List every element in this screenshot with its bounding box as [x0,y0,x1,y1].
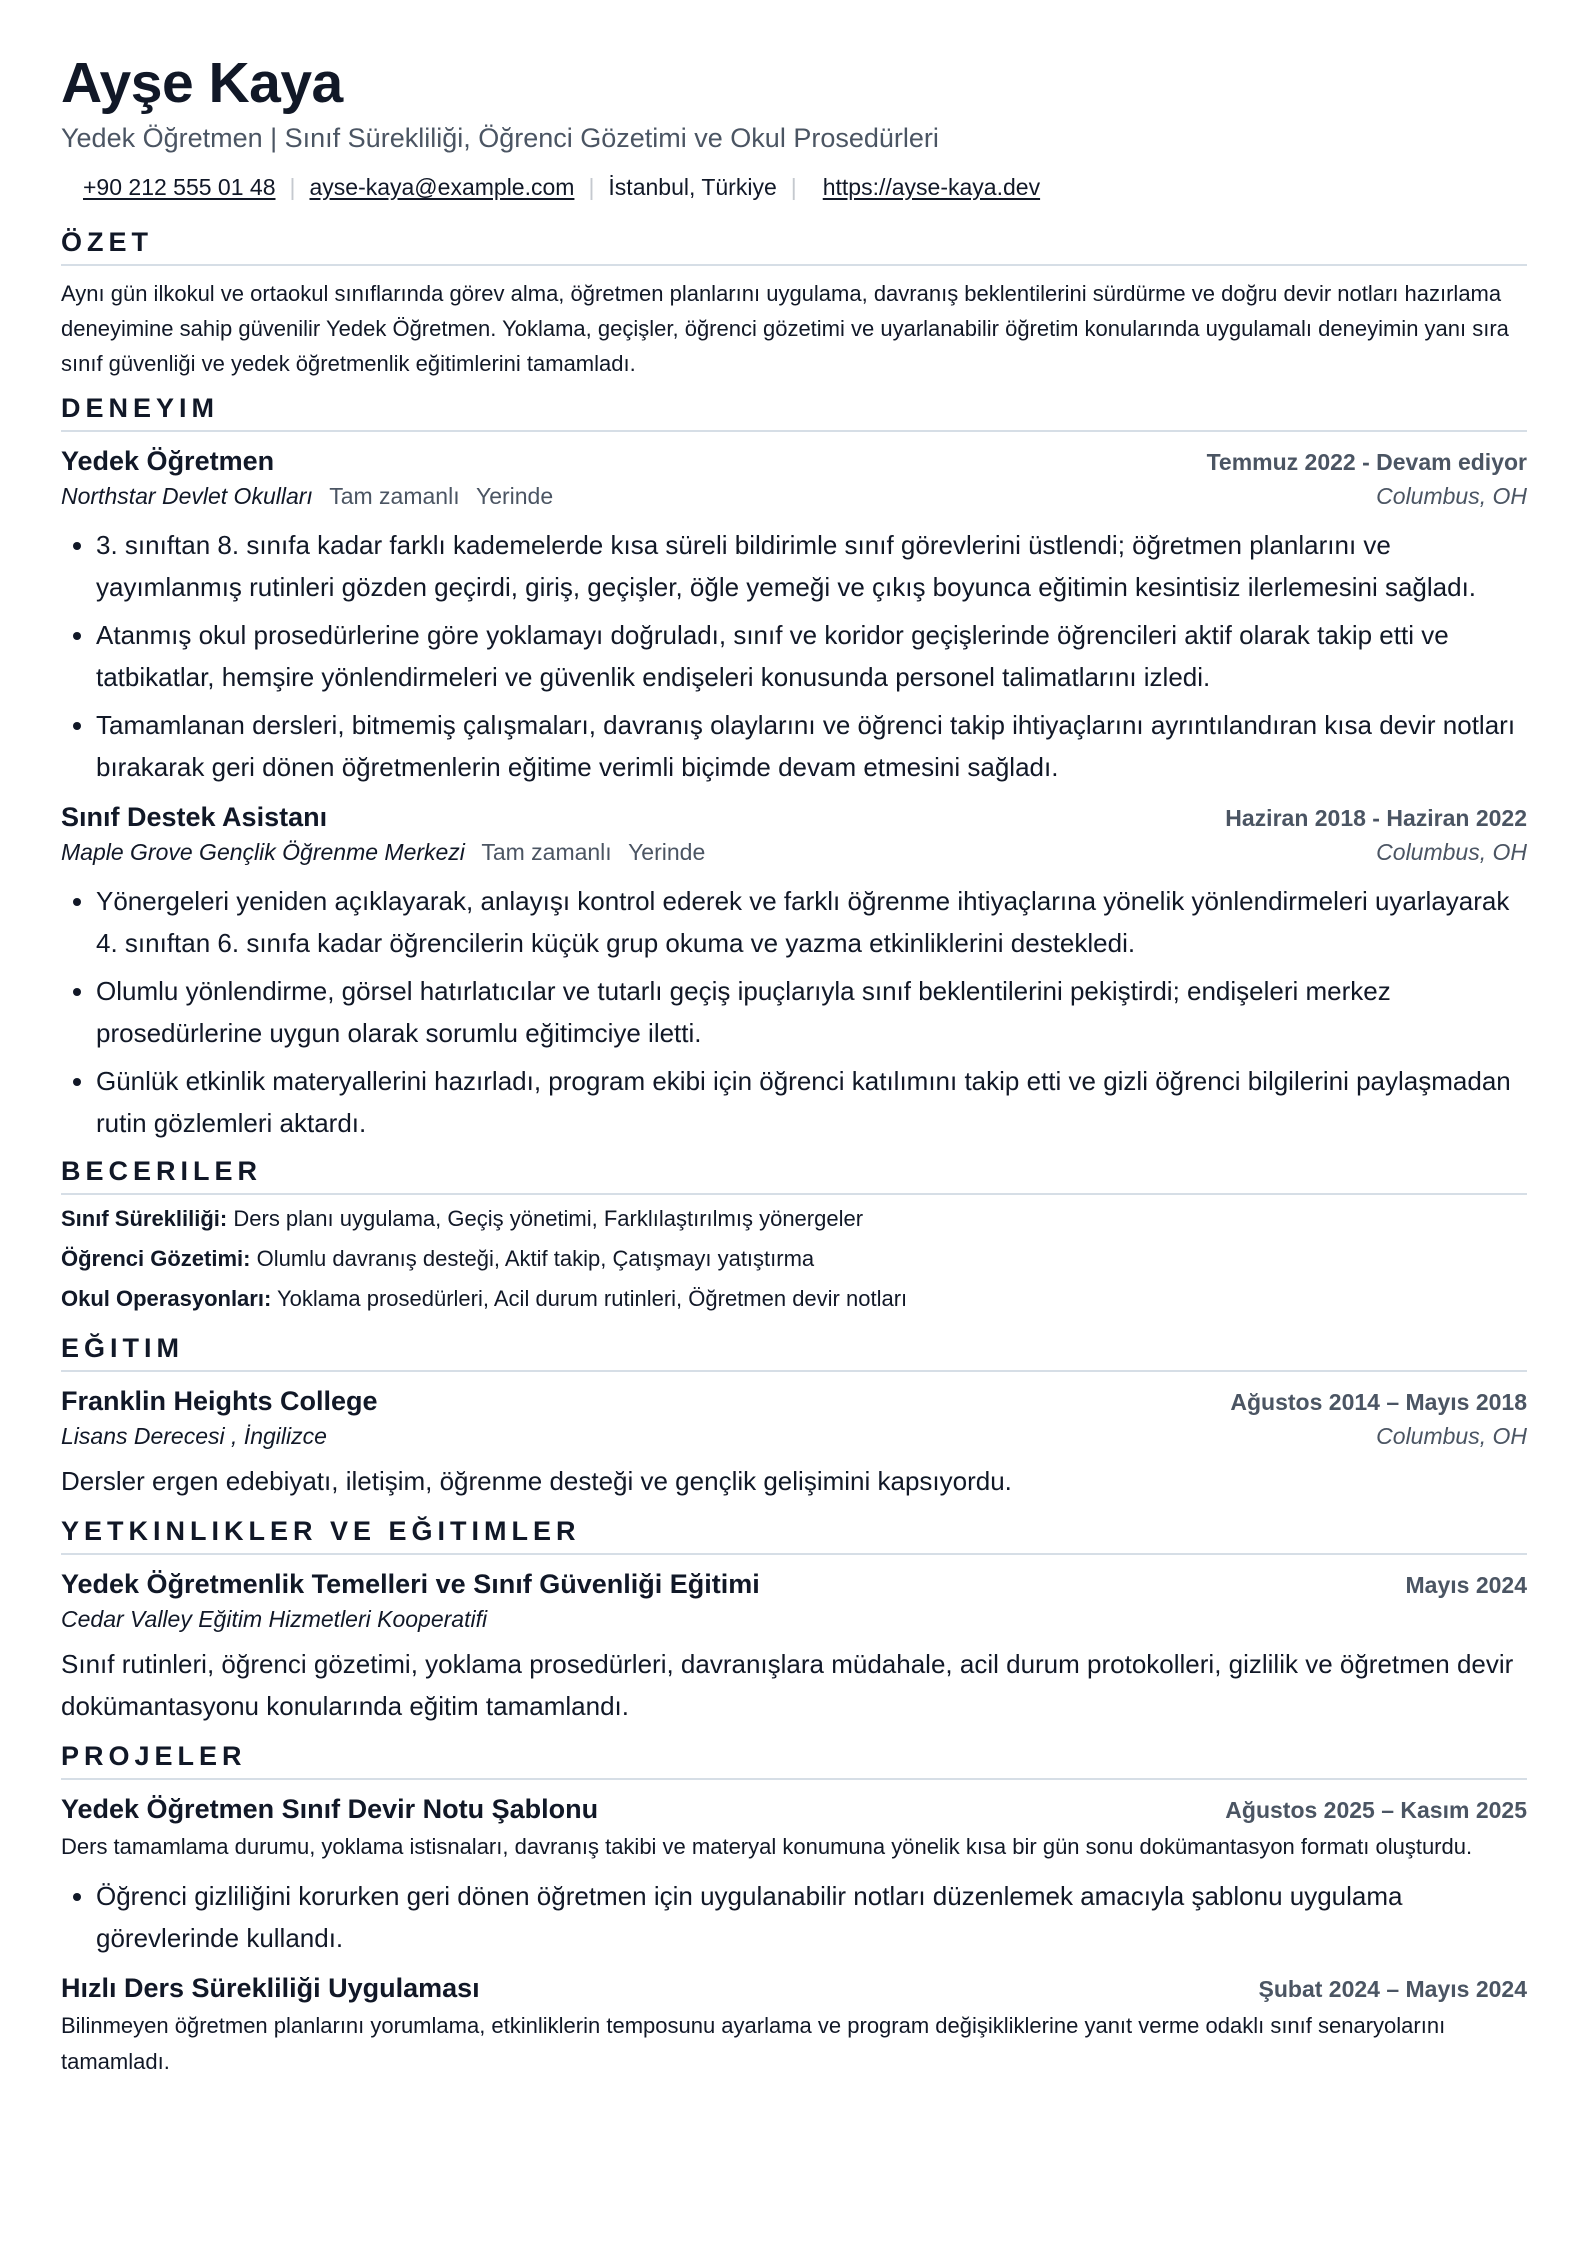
contact-separator: | [790,173,797,200]
skill-label: Öğrenci Gözetimi: [61,1245,251,1271]
skills-section [61,1156,1527,1319]
contact-line [61,174,1527,201]
experience-section [61,393,1527,1144]
section-title: PROJELER [61,1741,1527,1780]
project-dates: Ağustos 2025 – Kasım 2025 [1225,1796,1527,1823]
skill-value: Ders planı uygulama, Geçiş yönetimi, Farklılaştırılmış yönergeler [233,1205,864,1231]
section-title: ÖZET [61,227,1527,266]
skill-label: Okul Operasyonları: [61,1285,272,1311]
project-entry [61,1794,1527,1959]
section-title: BECERILER [61,1156,1527,1195]
location-text: İstanbul, Türkiye [608,173,777,200]
job-type: Tam zamanlı [329,482,460,509]
project-bullets [61,1875,1527,1959]
job-organization: Maple Grove Gençlik Öğrenme Merkezi [61,838,465,865]
skill-value: Olumlu davranış desteği, Aktif takip, Çatışmayı yatıştırma [256,1245,815,1271]
job-bullets [61,524,1527,788]
list-item: • Öğrenci gizliliğini korurken geri dönen öğretmen için uygulanabilir notları düzenlemek amacıyla şablonu uygulama görevlerinde kullandı. [96,1875,1527,1959]
section-title: DENEYIM [61,393,1527,432]
contact-separator: | [289,173,296,200]
job-entry [61,446,1527,788]
job-location: Columbus, OH [1376,482,1527,509]
school-name: Franklin Heights College [61,1385,378,1416]
project-name: Yedek Öğretmen Sınıf Devir Notu Şablonu [61,1793,599,1824]
certifications-section [61,1516,1527,1727]
education-entry [61,1386,1527,1502]
certification-description: Sınıf rutinleri, öğrenci gözetimi, yoklama prosedürleri, davranışlara müdahale, acil durum protokolleri, gizlilik ve öğretmen devir dokümantasyonu konularında eğitim tamamlandı. [61,1648,1514,1721]
summary-section [61,227,1527,381]
job-role: Yedek Öğretmen [61,445,275,476]
list-item: • Tamamlanan dersleri, bitmemiş çalışmaları, davranış olaylarını ve öğrenci takip ihtiyaçlarını ayrıntılandıran kısa devir notları bırakarak geri dönen öğretmenlerin eğitime verimli biçimde devam etmesini sağladı. [96,704,1527,788]
skill-row [61,1279,1527,1319]
job-role: Sınıf Destek Asistanı [61,801,328,832]
job-organization: Northstar Devlet Okulları [61,482,313,509]
project-description: Bilinmeyen öğretmen planlarını yorumlama, etkinliklerin temposunu ayarlama ve program değişikliklerine yanıt verme odaklı sınıf senaryolarını tamamladı. [61,2012,1446,2074]
certification-entry [61,1569,1527,1727]
projects-section [61,1741,1527,2080]
section-title: YETKINLIKLER VE EĞITIMLER [61,1516,1527,1555]
project-entry [61,1973,1527,2080]
education-location: Columbus, OH [1376,1422,1527,1449]
list-item: • 3. sınıftan 8. sınıfa kadar farklı kademelerde kısa süreli bildirimle sınıf görevlerini üstlendi; öğretmen planlarını ve yayımlanmış rutinleri gözden geçirdi, giriş, geçişler, öğle yemeği ve çıkış boyunca eğitimin kesintisiz ilerlemesini sağladı. [96,524,1527,608]
job-type: Tam zamanlı [481,838,612,865]
website-link[interactable]: https://ayse-kaya.dev [822,173,1041,200]
skill-label: Sınıf Sürekliliği: [61,1205,228,1231]
job-mode: Yerinde [475,482,554,509]
list-item: • Günlük etkinlik materyallerini hazırladı, program ekibi için öğrenci katılımını takip etti ve gizli öğrenci bilgilerini paylaşmadan rutin gözlemleri aktardı. [96,1060,1527,1144]
project-dates: Şubat 2024 – Mayıs 2024 [1258,1975,1527,2002]
contact-separator: | [588,173,595,200]
certification-organization: Cedar Valley Eğitim Hizmetleri Kooperatifi [61,1605,488,1632]
certification-name: Yedek Öğretmenlik Temelleri ve Sınıf Güvenliği Eğitimi [61,1568,760,1599]
project-name: Hızlı Ders Sürekliliği Uygulaması [61,1972,480,2003]
skill-row [61,1199,1527,1239]
skill-value: Yoklama prosedürleri, Acil durum rutinleri, Öğretmen devir notları [277,1285,908,1311]
email-link[interactable]: ayse-kaya@example.com [309,173,575,200]
project-description: Ders tamamlama durumu, yoklama istisnaları, davranış takibi ve materyal konumuna yönelik kısa bir gün sonu dokümantasyon formatı oluşturdu. [61,1833,1473,1859]
job-location: Columbus, OH [1376,838,1527,865]
education-section [61,1333,1527,1502]
job-dates: Haziran 2018 - Haziran 2022 [1225,804,1527,831]
skill-row [61,1239,1527,1279]
resume-header [61,52,1527,201]
list-item: • Yönergeleri yeniden açıklayarak, anlayışı kontrol ederek ve farklı öğrenme ihtiyaçlarına yönelik yönlendirmeleri uyarlayarak 4. sınıftan 6. sınıfa kadar öğrencilerin küçük grup okuma ve yazma etkinliklerini destekledi. [96,880,1527,964]
phone-link[interactable]: +90 212 555 01 48 [83,173,276,200]
job-mode: Yerinde [628,838,706,865]
candidate-headline: Yedek Öğretmen | Sınıf Sürekliliği, Öğrenci Gözetimi ve Okul Prosedürleri [61,122,939,153]
certification-date: Mayıs 2024 [1405,1571,1527,1598]
job-entry [61,802,1527,1144]
education-description: Dersler ergen edebiyatı, iletişim, öğrenme desteği ve gençlik gelişimini kapsıyordu. [61,1465,1012,1496]
summary-text: Aynı gün ilkokul ve ortaokul sınıflarında görev alma, öğretmen planlarını uygulama, davranış beklentilerini sürdürme ve doğru devir notları hazırlama deneyimine sahip güvenilir Yedek Öğretmen. Yoklama, geçişler, öğrenci gözetimi ve uyarlanabilir öğretim konularında uygulamalı deneyimin yanı sıra sınıf güvenliği ve yedek öğretmenlik eğitimlerini tamamladı. [61,280,1509,376]
education-dates: Ağustos 2014 – Mayıs 2018 [1230,1388,1527,1415]
section-title: EĞITIM [61,1333,1527,1372]
list-item: • Olumlu yönlendirme, görsel hatırlatıcılar ve tutarlı geçiş ipuçlarıyla sınıf beklentilerini pekiştirdi; endişeleri merkez prosedürlerine uygun olarak sorumlu eğitimciye iletti. [96,970,1527,1054]
list-item: • Atanmış okul prosedürlerine göre yoklamayı doğruladı, sınıf ve koridor geçişlerinde öğrencileri aktif olarak takip etti ve tatbikatlar, hemşire yönlendirmeleri ve güvenlik endişeleri konusunda personel talimatlarını izledi. [96,614,1527,698]
candidate-name: Ayşe Kaya [61,51,343,115]
job-dates: Temmuz 2022 - Devam ediyor [1206,448,1527,475]
degree: Lisans Derecesi , İngilizce [61,1422,327,1449]
job-bullets [61,880,1527,1144]
